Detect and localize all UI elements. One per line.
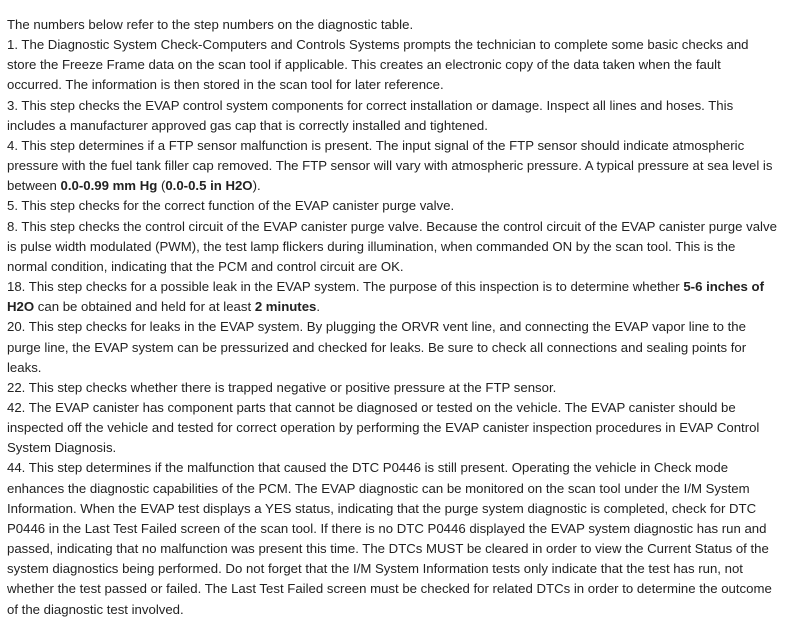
step-4-pressure-mmhg: 0.0-0.99 mm Hg	[60, 178, 158, 194]
step-20: 20. This step checks for leaks in the EVAP system. By plugging the ORVR vent line, and connecting the EVAP vapor line to the purge line, the EVAP system can be pressurized and checked for leaks. Be sure to check all connections and sealing points for leaks.	[7, 319, 747, 375]
step-18-text-mid: can be obtained and held for at least	[34, 299, 255, 315]
intro-text: The numbers below refer to the step numbers on the diagnostic table.	[7, 17, 414, 32]
step-4-text: 4. This step determines if a FTP sensor malfunction is present. The input signal of the FTP sensor should indicate atmospheric pressure with the fuel tank filler cap removed. The FTP sensor will vary with atmospheric pressure. A typical pressure at sea level is between	[7, 137, 773, 194]
step-42: 42. The EVAP canister has component parts that cannot be diagnosed or tested on the vehicle. The EVAP canister should be inspected off the vehicle and tested for correct operation by performing the EVAP canister inspection procedures in EVAP Control System Diagnosis.	[7, 399, 760, 456]
step-18-duration: 2 minutes	[254, 299, 317, 315]
step-4-text-close: ).	[252, 178, 261, 194]
step-4-text-open-paren: (	[157, 178, 166, 194]
step-3: 3. This step checks the EVAP control system components for correct installation or damage. Inspect all lines and hoses. This includes a manufacturer approved gas cap that is correctly installed and tightened.	[7, 97, 734, 133]
step-4-pressure-inh2o: 0.0-0.5 in H2O	[165, 178, 253, 194]
step-4	[7, 136, 779, 196]
step-18-vacuum-value: 5-6 inches of H2O	[7, 279, 764, 315]
step-5: 5. This step checks for the correct function of the EVAP canister purge valve.	[7, 198, 455, 214]
step-1: 1. The Diagnostic System Check-Computers and Controls Systems prompts the technician to complete some basic checks and store the Freeze Frame data on the scan tool if applicable. This creates an electronic copy of the data taken when the fault occurred. The information is then stored in the scan tool for later reference.	[7, 37, 749, 93]
step-8: 8. This step checks the control circuit of the EVAP canister purge valve. Because the control circuit of the EVAP canister purge valve is pulse width modulated (PWM), the test lamp flickers during illumination, when commanded ON by the scan tool. This is the normal condition, indicating that the PCM and control circuit are OK.	[7, 218, 777, 274]
step-44: 44. This step determines if the malfunction that caused the DTC P0446 is still present. Operating the vehicle in Check mode enhances the diagnostic capabilities of the PCM. The EVAP diagnostic can be monitored on the scan tool under the I/M System Information. When the EVAP test displays a YES status, indicating that the purge system diagnostic is completed, check for DTC P0446 in the Last Test Failed screen of the scan tool. If there is no DTC P0446 displayed the EVAP system diagnostic has run and passed, indicating that no malfunction was present this time. The DTCs MUST be cleared in order to view the Current Status of the system diagnostics being performed. Do not forget that the I/M System Information tests only indicate that the test has run, not whether the test passed or failed. The Last Test Failed screen must be checked for related DTCs in order to determine the outcome of the diagnostic test involved.	[7, 460, 772, 617]
step-22: 22. This step checks whether there is trapped negative or positive pressure at the FTP sensor.	[7, 379, 557, 395]
step-18-text: 18. This step checks for a possible leak in the EVAP system. The purpose of this inspection is to determine whether	[7, 279, 684, 295]
step-18-text-end: .	[316, 299, 321, 315]
step-18	[7, 277, 779, 317]
